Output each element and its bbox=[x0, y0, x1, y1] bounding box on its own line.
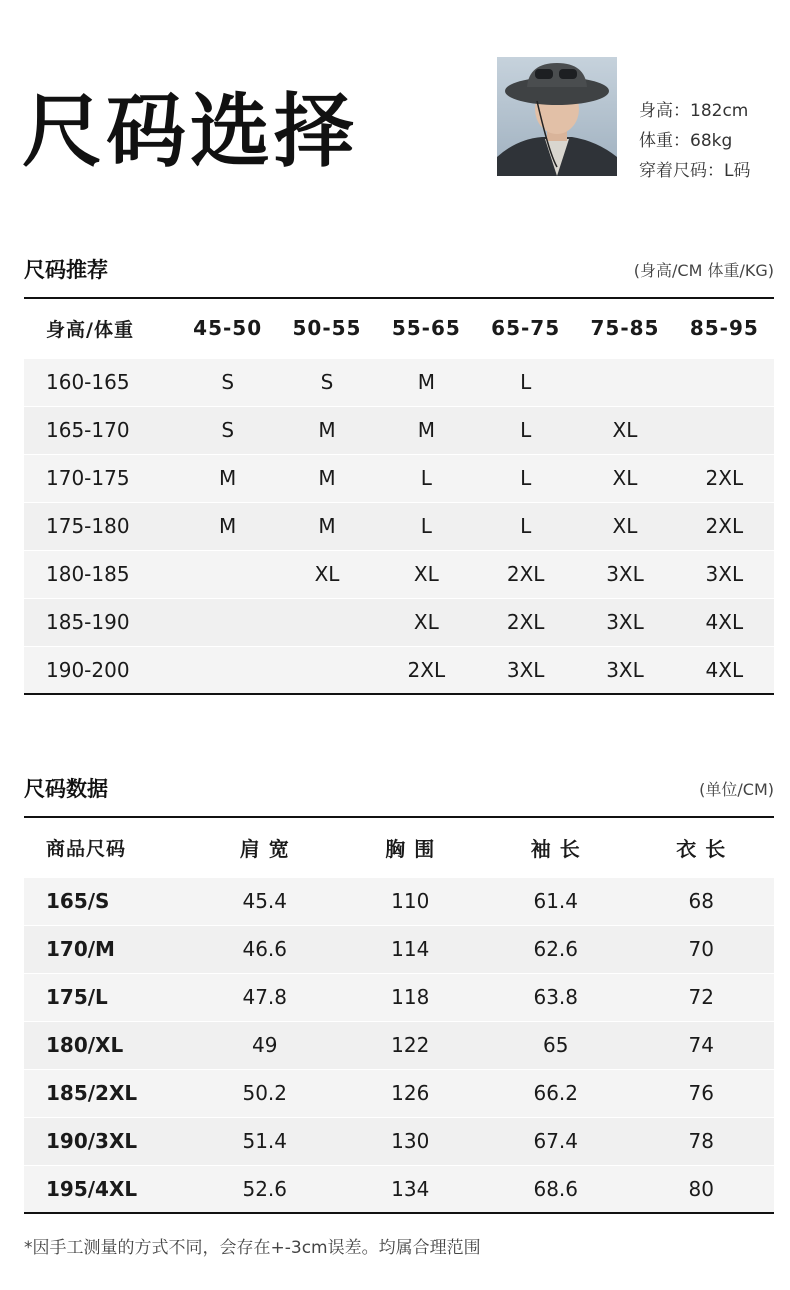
table-cell: 45.4 bbox=[192, 877, 338, 925]
table-cell: 165-170 bbox=[24, 406, 178, 454]
table-cell: 3XL bbox=[575, 550, 674, 598]
table-row bbox=[24, 1069, 774, 1117]
page-title: 尺码选择 bbox=[22, 85, 358, 178]
table-cell: 63.8 bbox=[483, 973, 629, 1021]
table-row bbox=[24, 1117, 774, 1165]
table-cell: 170/M bbox=[24, 925, 192, 973]
table-cell: 62.6 bbox=[483, 925, 629, 973]
table-cell: 76 bbox=[629, 1069, 775, 1117]
table-cell: 190/3XL bbox=[24, 1117, 192, 1165]
column-header: 身高/体重 bbox=[24, 298, 178, 358]
table-cell: 110 bbox=[338, 877, 484, 925]
table-cell: 122 bbox=[338, 1021, 484, 1069]
column-header: 肩 宽 bbox=[192, 817, 338, 877]
table-row bbox=[24, 358, 774, 406]
table-cell: 46.6 bbox=[192, 925, 338, 973]
model-weight: 体重：68kg bbox=[639, 131, 733, 151]
column-header: 65-75 bbox=[476, 298, 575, 358]
table-cell: L bbox=[476, 358, 575, 406]
table-cell: 4XL bbox=[675, 646, 774, 694]
table-row bbox=[24, 646, 774, 694]
table-cell: 49 bbox=[192, 1021, 338, 1069]
column-header: 75-85 bbox=[575, 298, 674, 358]
table-cell: 118 bbox=[338, 973, 484, 1021]
measurement-footnote: *因手工测量的方式不同，会存在+-3cm误差。均属合理范围 bbox=[24, 1238, 481, 1258]
column-header: 胸 围 bbox=[338, 817, 484, 877]
table-cell: 4XL bbox=[675, 598, 774, 646]
table-row bbox=[24, 1165, 774, 1213]
table-cell: S bbox=[277, 358, 376, 406]
table-row bbox=[24, 925, 774, 973]
table-cell: M bbox=[178, 454, 277, 502]
table-cell: L bbox=[476, 454, 575, 502]
table-cell: XL bbox=[575, 406, 674, 454]
table-cell: L bbox=[476, 502, 575, 550]
table-cell: 175-180 bbox=[24, 502, 178, 550]
table-cell: 170-175 bbox=[24, 454, 178, 502]
column-header: 衣 长 bbox=[629, 817, 775, 877]
table-cell: 50.2 bbox=[192, 1069, 338, 1117]
table-cell: 61.4 bbox=[483, 877, 629, 925]
table-cell: 51.4 bbox=[192, 1117, 338, 1165]
table-header-row bbox=[24, 298, 774, 358]
model-size: 穿着尺码：L码 bbox=[639, 161, 751, 181]
table-cell: M bbox=[277, 406, 376, 454]
recommend-header bbox=[24, 254, 774, 284]
table-cell: 190-200 bbox=[24, 646, 178, 694]
model-height: 身高：182cm bbox=[639, 101, 749, 121]
table-cell: 114 bbox=[338, 925, 484, 973]
table-cell: 67.4 bbox=[483, 1117, 629, 1165]
size-data-header bbox=[24, 773, 774, 803]
table-cell: 175/L bbox=[24, 973, 192, 1021]
table-cell: 68.6 bbox=[483, 1165, 629, 1213]
size-data-unit-note: (单位/CM) bbox=[699, 780, 774, 799]
table-cell bbox=[178, 598, 277, 646]
table-row bbox=[24, 1021, 774, 1069]
table-cell bbox=[675, 406, 774, 454]
table-row bbox=[24, 877, 774, 925]
size-data-title: 尺码数据 bbox=[24, 777, 108, 801]
table-row bbox=[24, 550, 774, 598]
column-header: 55-65 bbox=[377, 298, 476, 358]
column-header: 45-50 bbox=[178, 298, 277, 358]
table-cell: M bbox=[377, 406, 476, 454]
table-cell: 47.8 bbox=[192, 973, 338, 1021]
table-cell: M bbox=[277, 502, 376, 550]
table-cell: 2XL bbox=[377, 646, 476, 694]
model-info bbox=[639, 96, 750, 186]
table-cell: 70 bbox=[629, 925, 775, 973]
table-cell: 165/S bbox=[24, 877, 192, 925]
table-row bbox=[24, 454, 774, 502]
column-header: 85-95 bbox=[675, 298, 774, 358]
table-row bbox=[24, 406, 774, 454]
table-cell: 2XL bbox=[476, 598, 575, 646]
table-cell: 126 bbox=[338, 1069, 484, 1117]
table-cell: XL bbox=[377, 550, 476, 598]
table-cell bbox=[178, 646, 277, 694]
table-cell: 3XL bbox=[476, 646, 575, 694]
table-cell: M bbox=[178, 502, 277, 550]
table-cell: 2XL bbox=[675, 454, 774, 502]
table-cell: M bbox=[277, 454, 376, 502]
table-row bbox=[24, 973, 774, 1021]
table-cell: 78 bbox=[629, 1117, 775, 1165]
table-cell bbox=[575, 358, 674, 406]
table-cell bbox=[277, 646, 376, 694]
table-header-row bbox=[24, 817, 774, 877]
table-cell bbox=[675, 358, 774, 406]
table-cell: 2XL bbox=[675, 502, 774, 550]
table-cell: 66.2 bbox=[483, 1069, 629, 1117]
table-cell: S bbox=[178, 358, 277, 406]
table-cell: S bbox=[178, 406, 277, 454]
table-cell: 160-165 bbox=[24, 358, 178, 406]
table-cell: 72 bbox=[629, 973, 775, 1021]
table-row bbox=[24, 598, 774, 646]
size-data-table bbox=[24, 816, 774, 1214]
table-cell: 68 bbox=[629, 877, 775, 925]
column-header: 50-55 bbox=[277, 298, 376, 358]
table-cell: 134 bbox=[338, 1165, 484, 1213]
table-cell: 65 bbox=[483, 1021, 629, 1069]
size-recommend-table bbox=[24, 297, 774, 695]
table-cell: L bbox=[377, 502, 476, 550]
table-cell: 3XL bbox=[675, 550, 774, 598]
recommend-unit-note: (身高/CM 体重/KG) bbox=[633, 261, 774, 280]
table-cell: 2XL bbox=[476, 550, 575, 598]
table-cell: 3XL bbox=[575, 598, 674, 646]
table-cell: XL bbox=[277, 550, 376, 598]
table-cell: L bbox=[476, 406, 575, 454]
table-cell: 195/4XL bbox=[24, 1165, 192, 1213]
table-cell: 130 bbox=[338, 1117, 484, 1165]
column-header: 袖 长 bbox=[483, 817, 629, 877]
recommend-title: 尺码推荐 bbox=[24, 258, 108, 282]
table-cell: 180-185 bbox=[24, 550, 178, 598]
table-cell: XL bbox=[575, 502, 674, 550]
table-cell: M bbox=[377, 358, 476, 406]
table-cell: 3XL bbox=[575, 646, 674, 694]
table-cell bbox=[277, 598, 376, 646]
table-cell: 185/2XL bbox=[24, 1069, 192, 1117]
column-header: 商品尺码 bbox=[24, 817, 192, 877]
table-cell: XL bbox=[377, 598, 476, 646]
table-cell: 80 bbox=[629, 1165, 775, 1213]
table-row bbox=[24, 502, 774, 550]
table-cell bbox=[178, 550, 277, 598]
table-cell: 180/XL bbox=[24, 1021, 192, 1069]
model-photo bbox=[497, 57, 617, 176]
table-cell: XL bbox=[575, 454, 674, 502]
table-cell: 52.6 bbox=[192, 1165, 338, 1213]
table-cell: 185-190 bbox=[24, 598, 178, 646]
table-cell: 74 bbox=[629, 1021, 775, 1069]
table-cell: L bbox=[377, 454, 476, 502]
